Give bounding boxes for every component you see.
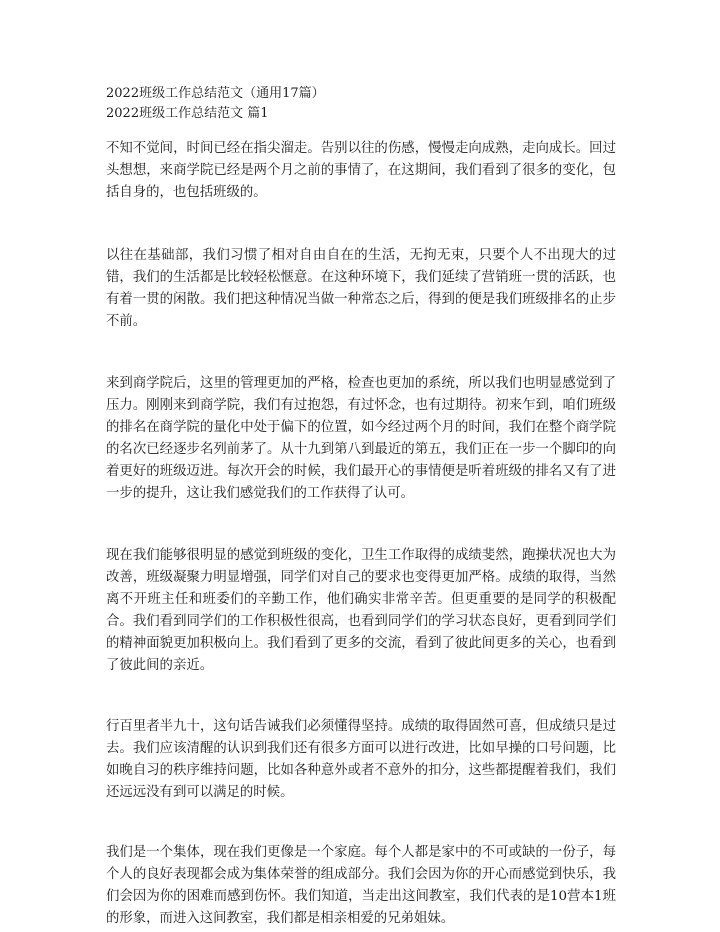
paragraph: 不知不觉间，时间已经在指尖溜走。告别以往的伤感，慢慢走向成熟，走向成长。回过头想想，来商学院已经是两个月之前的事情了，在这期间，我们看到了很多的变化，包括自身的，也包括班级的。	[106, 141, 616, 200]
paragraph: 来到商学院后，这里的管理更加的严格，检查也更加的系统，所以我们也明显感觉到了压力。刚刚来到商学院，我们有过抱怨，有过怀念，也有过期待。初来乍到，咱们班级的排名在商学院的量化中处于偏下的位置，如今经过两个月的时间，我们在整个商学院的名次已经逐步名列前茅了。从十九到第八到最近的第五，我们正在一步一个脚印的向着更好的班级迈进。每次开会的时候，我们最开心的事情便是听着班级的排名又有了进一步的提升，这让我们感觉我们的工作获得了认可。	[106, 376, 616, 501]
paragraph: 我们是一个集体，现在我们更像是一个家庭。每个人都是家中的不可或缺的一份子，每个人的良好表现都会成为集体荣誉的组成部分。我们会因为你的开心而感觉到快乐，我们会因为你的困难而感到伤怀。我们知道，当走出这间教室，我们代表的是10营本1班的形象，而进入这间教室，我们都是相亲相爱的兄弟姐妹。	[106, 845, 616, 926]
paragraph: 以往在基础部，我们习惯了相对自由自在的生活，无拘无束，只要个人不出现大的过错，我们的生活都是比较轻松惬意。在这种环境下，我们延续了营销班一贯的活跃，也有着一贯的闲散。我们把这种情况当做一种常态之后，得到的便是我们班级排名的止步不前。	[106, 248, 616, 329]
document-title: 2022班级工作总结范文（通用17篇）	[106, 86, 325, 101]
document-subtitle: 2022班级工作总结范文 篇1	[106, 106, 269, 121]
document-body	[106, 84, 616, 930]
paragraph: 现在我们能够很明显的感觉到班级的变化，卫生工作取得的成绩斐然，跑操状况也大为改善，班级凝聚力明显增强，同学们对自己的要求也变得更加严格。成绩的取得，当然离不开班主任和班委们的辛勤工作，他们确实非常辛苦。但更重要的是同学的积极配合。我们看到同学们的工作积极性很高，也看到同学们的学习状态良好，更看到同学们的精神面貌更加积极向上。我们看到了更多的交流，看到了彼此间更多的关心，也看到了彼此间的亲近。	[106, 548, 616, 673]
paragraph: 行百里者半九十，这句话告诫我们必须懂得坚持。成绩的取得固然可喜，但成绩只是过去。我们应该清醒的认识到我们还有很多方面可以进行改进，比如早操的口号问题，比如晚自习的秩序维持问题，比如各种意外或者不意外的扣分，这些都提醒着我们，我们还远远没有到可以满足的时候。	[106, 719, 616, 800]
